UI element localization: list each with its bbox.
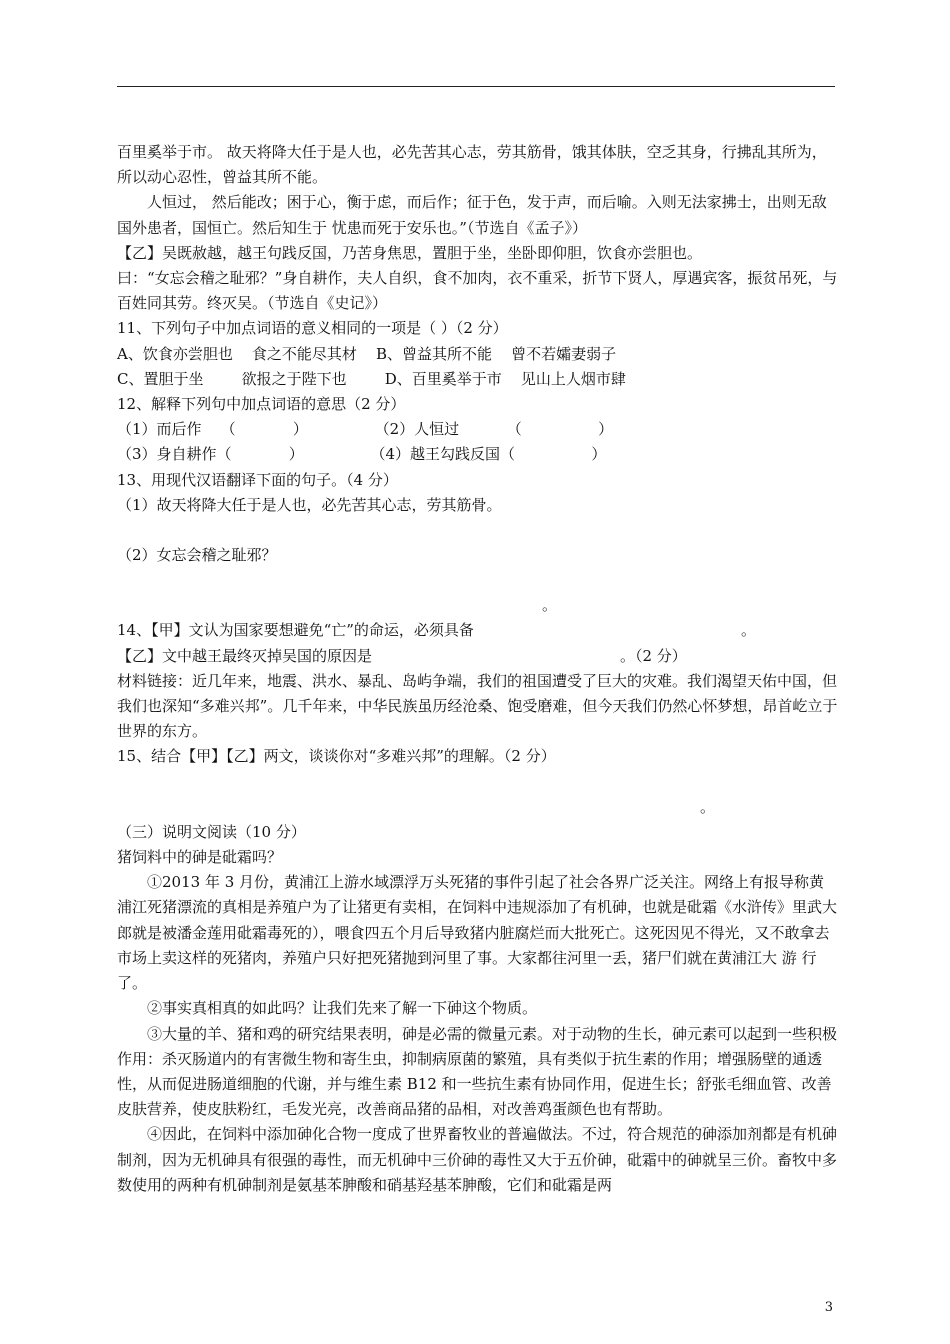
passage-yi-2: 曰：“女忘会稽之耻邪？”身自耕作，夫人自织，食不加肉，衣不重采，折节下贤人，厚遇宾客，振贫吊死，与百姓同其劳。终灭吴。（节选自《史记》） [117,269,838,313]
passage-yi: 【乙】吴既赦越，越王句践反国，乃苦身焦思，置胆于坐，坐卧即仰胆，饮食亦尝胆也。 [117,243,703,262]
q12-row-1: （1）而后作 （ ） （2）人恒过 （ ） [117,420,614,439]
article-para-4: ④因此，在饲料中添加砷化合物一度成了世界畜牧业的普遍做法。不过，符合规范的砷添加剂都是有机砷制剂，因为无机砷具有很强的毒性，而无机砷中三价砷的毒性又大于五价砷，砒霜中的砷就呈三价。畜牧中多数使用的两种有机砷制剂是氨基苯胂酸和硝基羟基苯胂酸，它们和砒霜是两 [117,1125,838,1194]
q13-answer-end: 。 [542,596,558,615]
page-number: 3 [824,1300,833,1315]
q12-row-2: （3）身自耕作（ ） （4）越王勾践反国（ ） [117,445,607,464]
page-content [117,140,839,1198]
passage-line-1: 百里奚举于市。 故天将降大任于是人也，必先苦其心志，劳其筋骨，饿其体肤，空乏其身，行拂乱其所为，所以动心忍性，曾益其所不能。 [117,143,827,187]
q14-part-b: 【乙】文中越王最终灭掉吴国的原因是 。（2 分） [117,646,687,665]
header-rule [117,86,835,87]
q11-stem: 11、下列句子中加点词语的意义相同的一项是（ ）（2 分） [117,319,508,338]
material-link: 材料链接：近几年来，地震、洪水、暴乱、岛屿争端，我们的祖国遭受了巨大的灾难。我们渴望天佑中国，但我们也深知“多难兴邦”。几千年来，中华民族虽历经沧桑、饱受磨难，但今天我们仍然心怀梦想，昂首屹立于世界的东方。 [117,671,838,741]
section3-heading: （三）说明文阅读（10 分） [117,822,306,841]
article-para-1: ①2013 年 3 月份，黄浦江上游水域漂浮万头死猪的事件引起了社会各界广泛关注。网络上有报导称黄浦江死猪漂流的真相是养殖户为了让猪更有卖相，在饲料中违规添加了有机砷，也就是砒霜《水浒传》里武大郎就是被潘金莲用砒霜毒死的），喂食四五个月后导致猪内脏腐烂而大批死亡。这死因见不得光，又不敢拿去市场上卖这样的死猪肉，养殖户只好把死猪抛到河里了事。大家都往河里一丢，猪尸们就在黄浦江大 游 行了。 [117,873,838,993]
article-para-2: ②事实真相真的如此吗？让我们先来了解一下砷这个物质。 [147,999,538,1018]
q13-stem: 13、用现代汉语翻译下面的句子。（4 分） [117,470,398,489]
article-title: 猪饲料中的砷是砒霜吗？ [117,848,283,867]
q15-answer-end: 。 [700,797,716,816]
q14-part-a: 14、【甲】文认为国家要想避免“亡”的命运，必须具备 。 [117,621,756,640]
q15-stem: 15、结合【甲】【乙】两文，谈谈你对“多难兴邦”的理解。（2 分） [117,747,556,766]
q11-option-cd: C、置胆于坐 欲报之于陛下也 D、百里奚举于市 见山上人烟市肆 [117,369,626,388]
q13-sentence-2: （2）女忘会稽之耻邪？ [117,546,277,565]
q13-sentence-1: （1）故天将降大任于是人也，必先苦其心志，劳其筋骨。 [117,495,502,514]
q12-stem: 12、解释下列句中加点词语的意思（2 分） [117,395,406,414]
article-para-3: ③大量的羊、猪和鸡的研究结果表明，砷是必需的微量元素。对于动物的生长，砷元素可以起到一些积极作用：杀灭肠道内的有害微生物和寄生虫，抑制病原菌的繁殖，具有类似于抗生素的作用；增强肠壁的通透性，从而促进肠道细胞的代谢，并与维生素 B12 和一些抗生素有协同作用，促进生长；舒张毛细血管、改善皮肤营养，使皮肤粉红，毛发光亮，改善商品猪的品相，对改善鸡蛋颜色也有帮助。 [117,1024,838,1119]
q11-option-ab: A、饮食亦尝胆也 食之不能尽其材 B、曾益其所不能 曾不若孀妻弱子 [117,344,617,363]
passage-line-2: 人恒过， 然后能改；困于心，衡于虑，而后作；征于色，发于声，而后喻。入则无法家拂士，出则无敌国外患者，国恒亡。然后知生于 忧患而死于安乐也。”（节选自《孟子》） [117,193,827,237]
